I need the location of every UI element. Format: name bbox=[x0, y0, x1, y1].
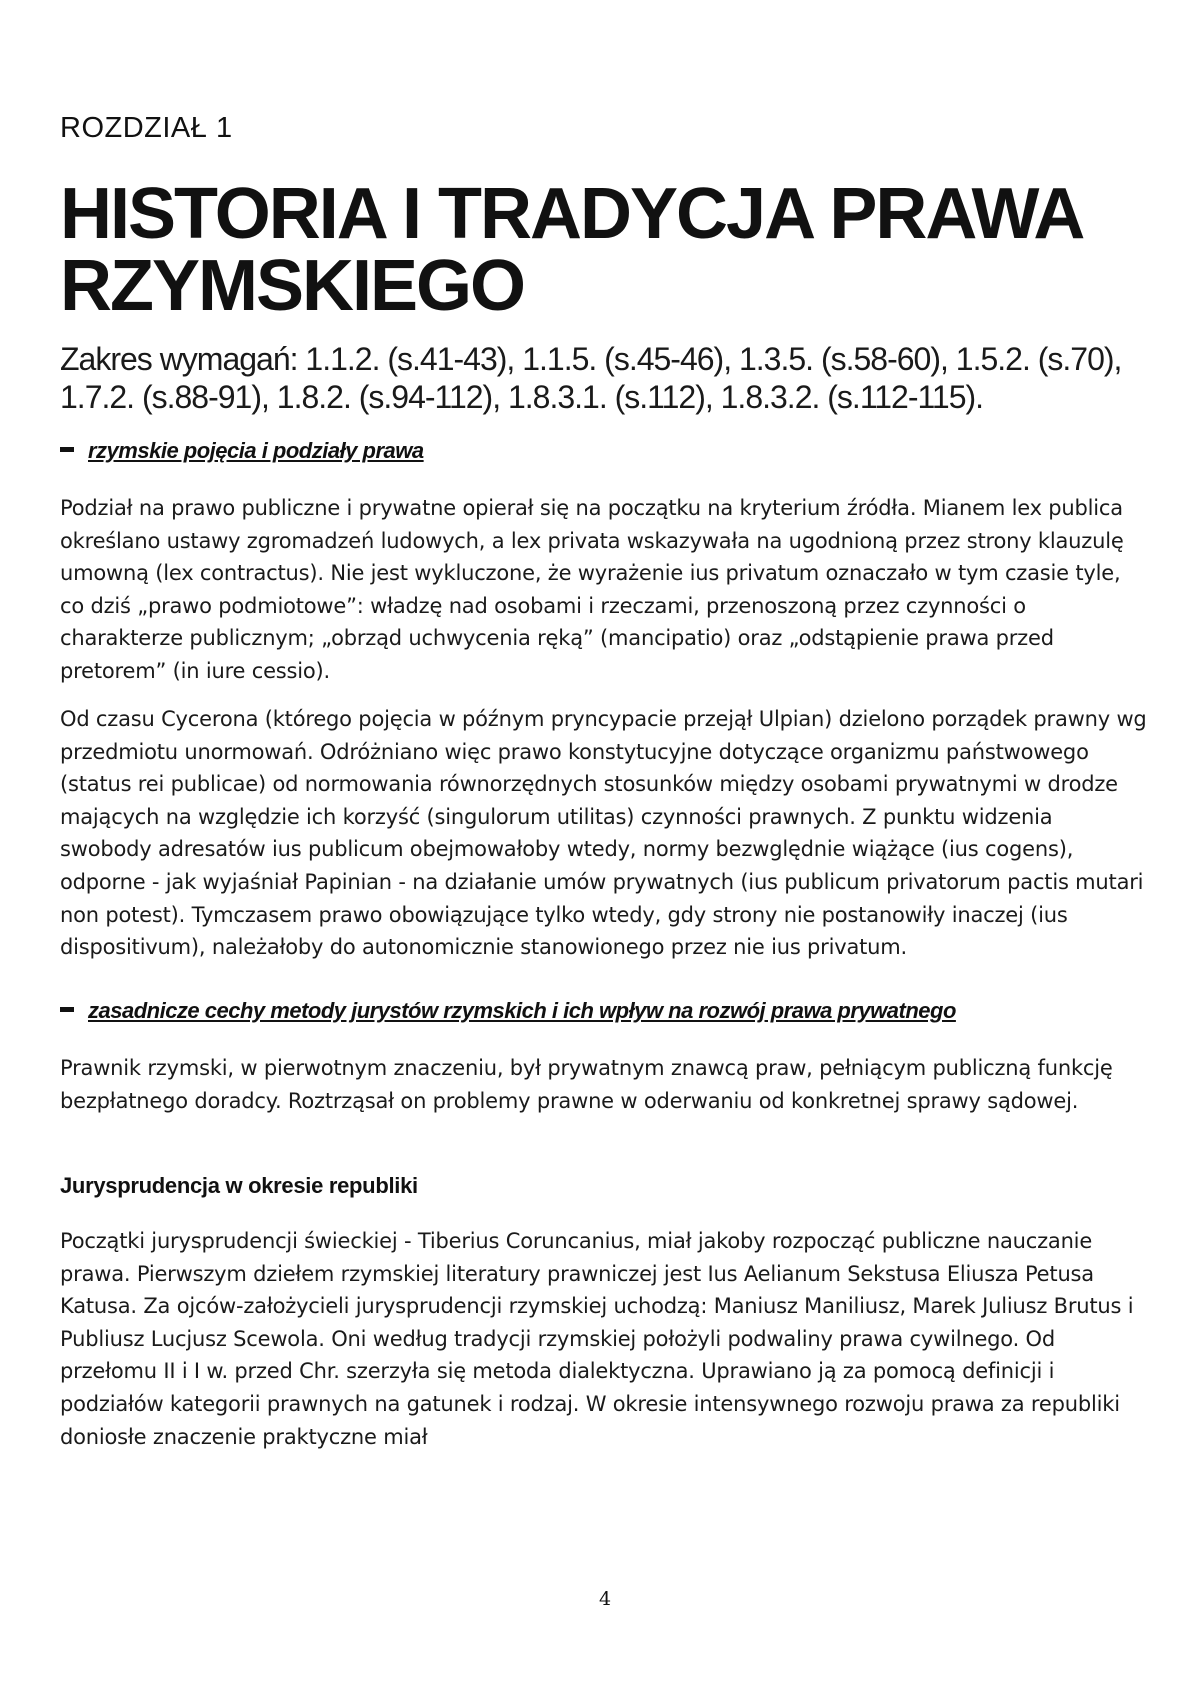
section-heading bbox=[60, 998, 956, 1024]
paragraph: Prawnik rzymski, w pierwotnym znaczeniu, był prywatnym znawcą praw, pełniącym publiczną funkcję bezpłatnego doradcy. Roztrząsał on problemy prawne w oderwaniu od konkretnej sprawy sądowej. bbox=[60, 1056, 1113, 1113]
bullet-dash-icon bbox=[60, 1007, 74, 1012]
paragraph: Początki jurysprudencji świeckiej - Tiberius Coruncanius, miał jakoby rozpocząć publiczne nauczanie prawa. Pierwszym dziełem rzymskiej literatury prawniczej jest Ius Aelianum Sekstusa Eliusza Petusa Katusa. Za ojców-założycieli jurysprudencji rzymskiej uchodzą: Maniusz Maniliusz, Marek Juliusz Brutus i Publiusz Lucjusz Scewola. Oni według tradycji rzymskiej położyli podwaliny prawa cywilnego. Od przełomu II i I w. przed Chr. szerzyła się metoda dialektyczna. Uprawiano ją za pomocą definicji i podziałów kategorii prawnych na gatunek i rodzaj. W okresie intensywnego rozwoju prawa za republiki doniosłe znaczenie praktyczne miał bbox=[60, 1229, 1134, 1449]
paragraph: Od czasu Cycerona (którego pojęcia w późnym pryncypacie przejął Ulpian) dzielono porządek prawny wg przedmiotu unormowań. Odróżniano więc prawo konstytucyjne dotyczące organizmu państwowego (status rei publicae) od normowania równorzędnych stosunków między osobami prywatnymi w drodze mających na względzie ich korzyść (singulorum utilitas) czynności prawnych. Z punktu widzenia swobody adresatów ius publicum obejmowałoby wtedy, normy bezwględnie wiążące (ius cogens), odporne - jak wyjaśniał Papinian - na działanie umów prywatnych (ius publicum privatorum pactis mutari non potest). Tymczasem prawo obowiązujące tylko wtedy, gdy strony nie postanowiły inaczej (ius dispositivum), należałoby do autonomicznie stanowionego przez nie ius privatum. bbox=[60, 707, 1147, 960]
section-heading-text: rzymskie pojęcia i podziały prawa bbox=[88, 438, 424, 463]
section-heading-text: zasadnicze cechy metody jurystów rzymskich i ich wpływ na rozwój prawa prywatnego bbox=[88, 998, 956, 1023]
subsection-heading: Jurysprudencja w okresie republiki bbox=[60, 1173, 418, 1198]
section-heading bbox=[60, 438, 424, 464]
chapter-title: HISTORIA I TRADYCJA PRAWA RZYMSKIEGO bbox=[60, 174, 1081, 326]
chapter-label: ROZDZIAŁ 1 bbox=[60, 112, 233, 144]
page-number: 4 bbox=[598, 1588, 612, 1610]
paragraph: Podział na prawo publiczne i prywatne opierał się na początku na kryterium źródła. Mianem lex publica określano ustawy zgromadzeń ludowych, a lex privata wskazywała na ugodnioną przez strony klauzulę umowną (lex contractus). Nie jest wykluczone, że wyrażenie ius privatum oznaczało w tym czasie tyle, co dziś „prawo podmiotowe”: władzę nad osobami i rzeczami, przenoszoną przez czynności o charakterze publicznym; „obrząd uchwycenia ręką” (mancipatio) oraz „odstąpienie prawa przed pretorem” (in iure cessio). bbox=[60, 496, 1124, 683]
requirements-text: Zakres wymagań: 1.1.2. (s.41-43), 1.1.5. (s.45-46), 1.3.5. (s.58-60), 1.5.2. (s.70), 1.7.2. (s.88-91), 1.8.2. (s.94-112), 1.8.3.1. (s.112), 1.8.3.2. (s.112-115). bbox=[60, 341, 1122, 415]
bullet-dash-icon bbox=[60, 447, 74, 452]
